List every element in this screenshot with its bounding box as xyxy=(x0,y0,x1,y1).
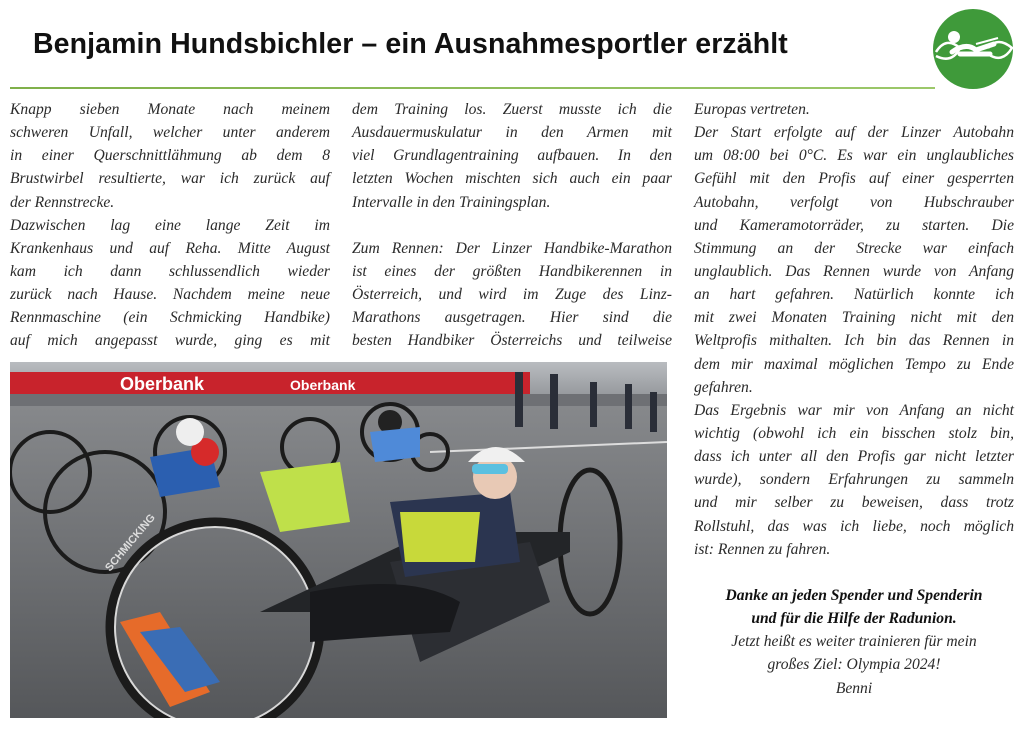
message-line: Jetzt heißt es weiter trainieren für mein xyxy=(731,633,977,651)
text-line: und Kameramotorräder, zu starten. Die xyxy=(694,216,1014,234)
text-line: Brustwirbel resultierte, war ich zurück auf xyxy=(10,170,330,188)
text-line: Rennmaschine (ein Schmicking Handbike) xyxy=(10,309,330,327)
text-column-2 xyxy=(352,98,672,353)
paragraph xyxy=(352,98,672,214)
article-title: Benjamin Hundsbichler – ein Ausnahmesportler erzählt xyxy=(33,28,788,60)
text-line: Dazwischen lag eine lange Zeit im xyxy=(10,216,330,234)
paragraph xyxy=(10,214,330,353)
text-line: kam ich dann schlussendlich wieder xyxy=(10,262,330,280)
signature: Benni xyxy=(835,679,873,697)
text-line: Weltprofis mithalten. Ich bin das Rennen in xyxy=(694,332,1014,350)
text-line: auf mich angepasst wurde, ging es mit xyxy=(10,332,330,350)
text-line: Krankenhaus und auf Reha. Mitte August xyxy=(10,239,330,257)
paragraph xyxy=(694,98,1014,121)
paragraph-gap xyxy=(694,561,1014,584)
text-line: ist: Rennen zu fahren. xyxy=(694,540,831,558)
text-line: schweren Unfall, welcher unter anderem xyxy=(10,124,330,142)
text-line: Der Start erfolgte auf der Linzer Autobahn xyxy=(694,124,1014,142)
text-line: wichtig (obwohl ich ein bisschen stolz bin, xyxy=(694,424,1014,442)
text-line: in einer Querschnittlähmung ab dem 8 xyxy=(10,147,330,165)
text-line: Marathons ausgetragen. Hier sind die xyxy=(352,309,672,327)
message-line: großes Ziel: Olympia 2024! xyxy=(767,656,941,674)
text-line: Das Ergebnis war mir von Anfang an nicht xyxy=(694,401,1014,419)
paragraph xyxy=(694,399,1014,561)
banner-text: Oberbank xyxy=(120,374,205,394)
text-line: viel Grundlagentraining aufbauen. In den xyxy=(352,147,672,165)
text-column-3 xyxy=(694,98,1014,700)
thanks-line: Danke an jeden Spender und Spenderin xyxy=(725,586,983,604)
paragraph xyxy=(694,121,1014,399)
sponsor-banner xyxy=(10,372,530,394)
text-column-1 xyxy=(10,98,330,353)
text-line: unglaublich. Das Rennen wurde von Anfang xyxy=(694,262,1014,280)
text-line: Europas vertreten. xyxy=(694,101,810,118)
handbike-logo-icon xyxy=(932,8,1014,90)
text-line: Rollstuhl, das was ich liebe, noch möglich xyxy=(694,517,1014,535)
text-line: Ausdauermuskulatur in den Armen mit xyxy=(352,124,672,142)
text-line: Gefühl mit den Profis auf einer gesperrten xyxy=(694,170,1014,188)
paragraph-gap xyxy=(352,214,672,237)
text-line: dem mir maximal möglichen Tempo zu Ende xyxy=(694,355,1014,373)
race-photo xyxy=(10,362,667,718)
text-line: an hart gefahren. Natürlich konnte ich xyxy=(694,286,1014,304)
text-line: Zum Rennen: Der Linzer Handbike-Marathon xyxy=(352,239,672,257)
text-line: dass ich unter all den Profis gar nicht letzter xyxy=(694,448,1014,466)
closing-note xyxy=(694,584,1014,700)
paragraph xyxy=(352,237,672,353)
text-line: der Rennstrecke. xyxy=(10,193,115,211)
text-line: dem Training los. Zuerst musste ich die xyxy=(352,101,672,118)
text-line: Österreich, und wird im Zuge des Linz- xyxy=(352,286,672,304)
title-divider xyxy=(10,87,935,89)
text-line: Stimmung an der Strecke war einfach xyxy=(694,239,1014,257)
text-line: wurde), sondern Erfahrungen zu sammeln xyxy=(694,471,1014,489)
text-line: und mir selber zu beweisen, dass trotz xyxy=(694,494,1014,512)
text-line: um 08:00 bei 0°C. Es war ein unglaubliches xyxy=(694,147,1014,165)
thanks-line: und für die Hilfe der Radunion. xyxy=(751,610,957,628)
banner-text-2: Oberbank xyxy=(290,377,356,393)
text-line: Knapp sieben Monate nach meinem xyxy=(10,101,330,118)
paragraph xyxy=(10,98,330,214)
text-line: zurück nach Hause. Nachdem meine neue xyxy=(10,286,330,304)
text-line: Autobahn, verfolgt von Hubschrauber xyxy=(694,193,1014,211)
text-line: letzten Wochen mischten sich auch ein paar xyxy=(352,170,672,188)
text-line: ist eines der größten Handbikerennen in xyxy=(352,262,672,280)
text-line: besten Handbiker Österreichs und teilweise xyxy=(352,332,672,350)
text-line: Intervalle in den Trainingsplan. xyxy=(352,193,551,211)
bike-brand-text: SCHMICKING xyxy=(103,511,158,574)
text-line: mit zwei Monaten Training nicht mit den xyxy=(694,309,1014,327)
text-line: gefahren. xyxy=(694,378,753,396)
